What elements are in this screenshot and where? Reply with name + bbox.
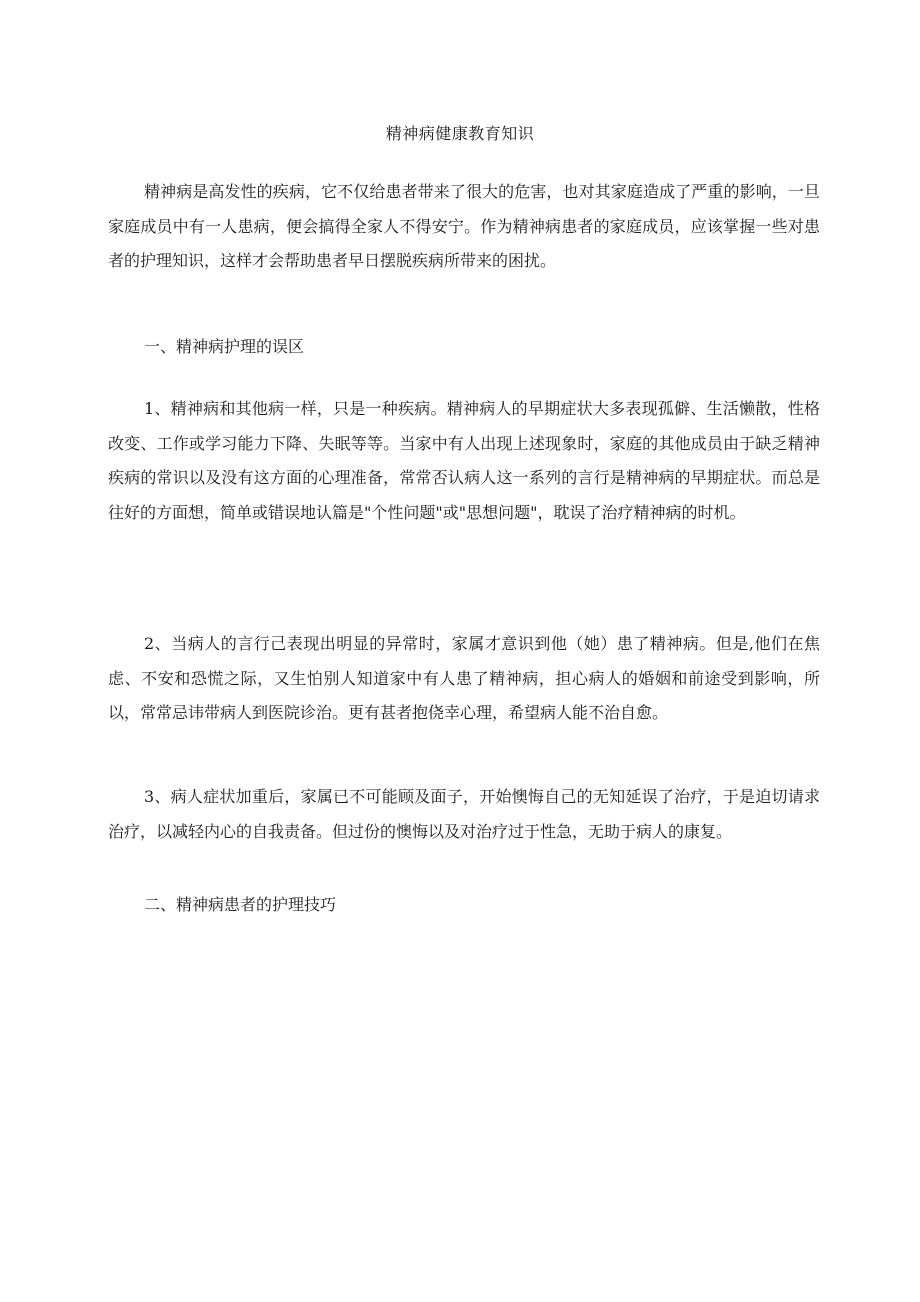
- document-title: 精神病健康教育知识: [385, 124, 535, 143]
- section-heading-2: 二、精神病患者的护理技巧: [144, 895, 337, 914]
- list-item-3: 3、病人症状加重后，家属已不可能顾及面子，开始懊悔自己的无知延误了治疗，于是迫切请求治疗，以减轻内心的自我责备。但过份的懊悔以及对治疗过于性急，无助于病人的康复。: [108, 787, 820, 841]
- section-heading-1: 一、精神病护理的误区: [144, 337, 305, 356]
- list-item-2: 2、当病人的言行己表现出明显的异常时，家属才意识到他（她）患了精神病。但是,他们在焦虑、不安和恐慌之际，又生怕别人知道家中有人患了精神病，担心病人的婚姻和前途受到影响，所以，常常忌讳带病人到医院诊治。更有甚者抱侥幸心理，希望病人能不治自愈。: [108, 634, 820, 722]
- list-item-1: 1、精神病和其他病一样，只是一种疾病。精神病人的早期症状大多表现孤僻、生活懒散，性格改变、工作或学习能力下降、失眠等等。当家中有人出现上述现象时，家庭的其他成员由于缺乏精神疾病的常识以及没有这方面的心理准备，常常否认病人这一系列的言行是精神病的早期症状。而总是往好的方面想，简单或错误地认篇是"个性问题"或"思想问题"，耽误了治疗精神病的时机。: [108, 399, 820, 522]
- intro-paragraph: 精神病是高发性的疾病，它不仅给患者带来了很大的危害，也对其家庭造成了严重的影响，一旦家庭成员中有一人患病，便会搞得全家人不得安宁。作为精神病患者的家庭成员，应该掌握一些对患者的护理知识，这样才会帮助患者早日摆脱疾病所带来的困扰。: [108, 182, 820, 270]
